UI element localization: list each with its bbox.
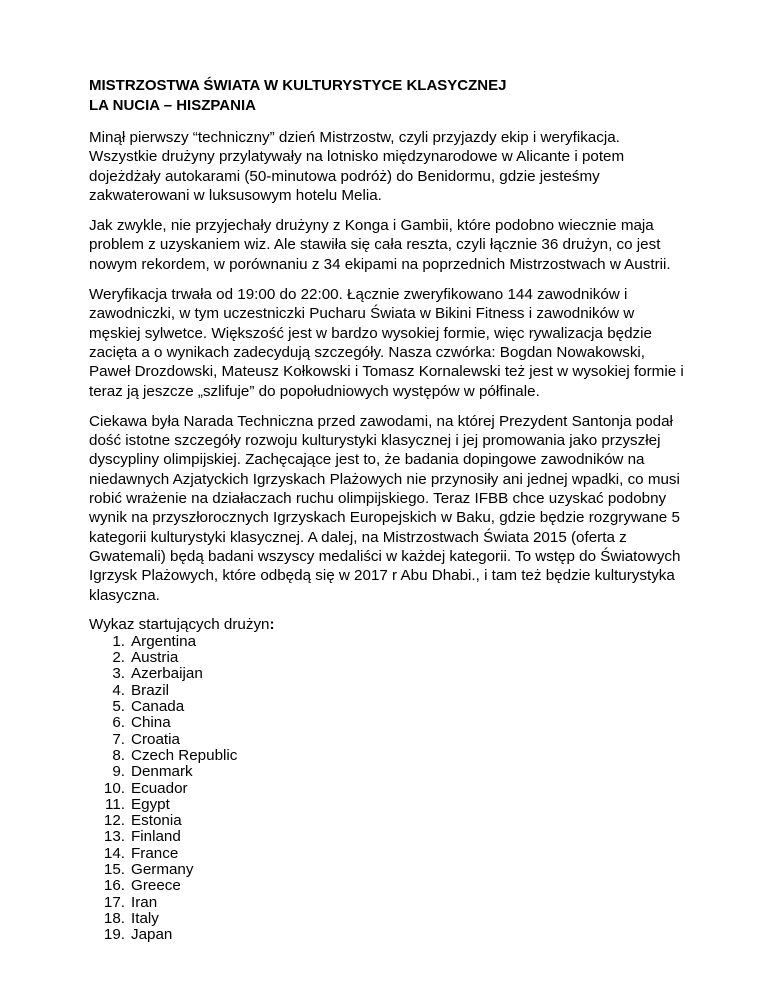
list-item <box>101 927 689 943</box>
list-item-number: 2. <box>112 649 125 667</box>
list-item-country: China <box>131 714 171 732</box>
list-item <box>101 650 689 666</box>
list-item-country: Austria <box>131 649 179 667</box>
list-item <box>101 781 689 797</box>
list-item-country: Japan <box>131 926 173 944</box>
paragraph-3: Weryfikacja trwała od 19:00 do 22:00. Łącznie zweryfikowano 144 zawodników i zawodniczki, w tym uczestniczki Pucharu Świata w Bikini Fitness i zawodników w męskiej sylwetce. Większość jest w bardzo wysokiej formie, więc rywalizacja będzie zacięta a o wynikach zadecydują szczegóły. Nasza czwórka: Bogdan Nowakowski, Paweł Drozdowski, Mateusz Kołkowski i Tomasz Kornalewski też jest w wysokiej formie i teraz ją jeszcze „szlifuje” do popołudniowych występów w półfinale. <box>89 286 684 400</box>
list-item <box>101 715 689 731</box>
list-item-country: Denmark <box>131 763 193 781</box>
list-item <box>101 797 689 813</box>
list-item-number: 8. <box>112 746 125 764</box>
list-item-country: Argentina <box>131 632 197 650</box>
document-title <box>89 76 689 116</box>
list-item-country: Canada <box>131 698 185 716</box>
list-item-number: 11. <box>105 795 125 813</box>
list-item-number: 10. <box>103 779 125 797</box>
teams-list-heading-colon: : <box>269 615 275 633</box>
list-item-country: Iran <box>131 893 158 911</box>
list-item <box>101 666 689 682</box>
list-item-number: 16. <box>103 877 125 895</box>
list-item <box>101 846 689 862</box>
list-item <box>101 895 689 911</box>
list-item-number: 13. <box>103 828 125 846</box>
teams-list-heading <box>89 616 689 634</box>
list-item <box>101 732 689 748</box>
list-item-number: 4. <box>112 681 125 699</box>
list-item <box>101 813 689 829</box>
list-item-number: 6. <box>112 714 125 732</box>
list-item-country: Azerbaijan <box>131 665 203 683</box>
list-item <box>101 748 689 764</box>
list-item <box>101 699 689 715</box>
paragraph-4: Ciekawa była Narada Techniczna przed zawodami, na której Prezydent Santonja podał dość istotne szczegóły rozwoju kulturystyki klasycznej i jej promowania jako przyszłej dyscypliny olimpijskiej. Zachęcające jest to, że badania dopingowe zawodników na niedawnych Azjatyckich Igrzyskach Plażowych nie przynosiły ani jednej wpadki, co musi robić wrażenie na działaczach ruchu olimpijskiego. Teraz IFBB chce uzyskać podobny wynik na przyszłorocznych Igrzyskach Europejskich w Baku, gdzie będzie rozgrywane 5 kategorii kulturystyki klasycznej. A dalej, na Mistrzostwach Świata 2015 (oferta z Gwatemali) będą badani wszyscy medaliści w każdej kategorii. To wstęp do Światowych Igrzysk Plażowych, które odbędą się w 2017 r Abu Dhabi., i tam też będzie kulturystyka klasyczna. <box>89 412 681 604</box>
list-item <box>101 862 689 878</box>
list-item-country: Croatia <box>131 730 180 748</box>
teams-list-heading-text: Wykaz startujących drużyn <box>89 615 270 633</box>
list-item-country: Germany <box>131 860 194 878</box>
list-item <box>101 634 689 650</box>
list-item-country: Estonia <box>131 812 182 830</box>
list-item-number: 1. <box>112 632 125 650</box>
teams-list <box>89 634 689 944</box>
list-item-number: 17. <box>103 893 125 911</box>
list-item-country: Brazil <box>131 681 169 699</box>
list-item-country: Egypt <box>131 795 170 813</box>
document-page <box>89 76 689 943</box>
title-line-2: LA NUCIA – HISZPANIA <box>89 97 256 114</box>
list-item <box>101 764 689 780</box>
paragraph-1: Minął pierwszy “techniczny” dzień Mistrzostw, czyli przyjazdy ekip i weryfikacja. Wszystkie drużyny przylatywały na lotnisko międzynarodowe w Alicante i potem dojeżdżały autokarami (50-minutowa podróż) do Benidormu, gdzie jesteśmy zakwaterowani w luksusowym hotelu Melia. <box>89 129 625 204</box>
paragraph-2: Jak zwykle, nie przyjechały drużyny z Konga i Gambii, które podobno wiecznie maja problem z uzyskaniem wiz. Ale stawiła się cała reszta, czyli łącznie 36 drużyn, co jest nowym rekordem, w porównaniu z 34 ekipami na poprzednich Mistrzostwach w Austrii. <box>89 217 671 273</box>
list-item-number: 15. <box>103 860 125 878</box>
list-item-number: 7. <box>112 730 125 748</box>
list-item <box>101 829 689 845</box>
list-item-country: Ecuador <box>131 779 188 797</box>
list-item <box>101 911 689 927</box>
list-item-number: 12. <box>103 812 125 830</box>
list-item-country: Italy <box>131 909 159 927</box>
list-item-number: 14. <box>103 844 125 862</box>
list-item-number: 5. <box>112 698 125 716</box>
list-item-number: 9. <box>112 763 125 781</box>
list-item <box>101 683 689 699</box>
list-item-country: Greece <box>131 877 181 895</box>
list-item-country: Czech Republic <box>131 746 238 764</box>
list-item-number: 18. <box>103 909 125 927</box>
list-item-country: Finland <box>131 828 181 846</box>
list-item-number: 3. <box>112 665 125 683</box>
list-item <box>101 878 689 894</box>
list-item-country: France <box>131 844 179 862</box>
title-line-1: MISTRZOSTWA ŚWIATA W KULTURYSTYCE KLASYCZNEJ <box>89 77 507 94</box>
list-item-number: 19. <box>103 926 125 944</box>
